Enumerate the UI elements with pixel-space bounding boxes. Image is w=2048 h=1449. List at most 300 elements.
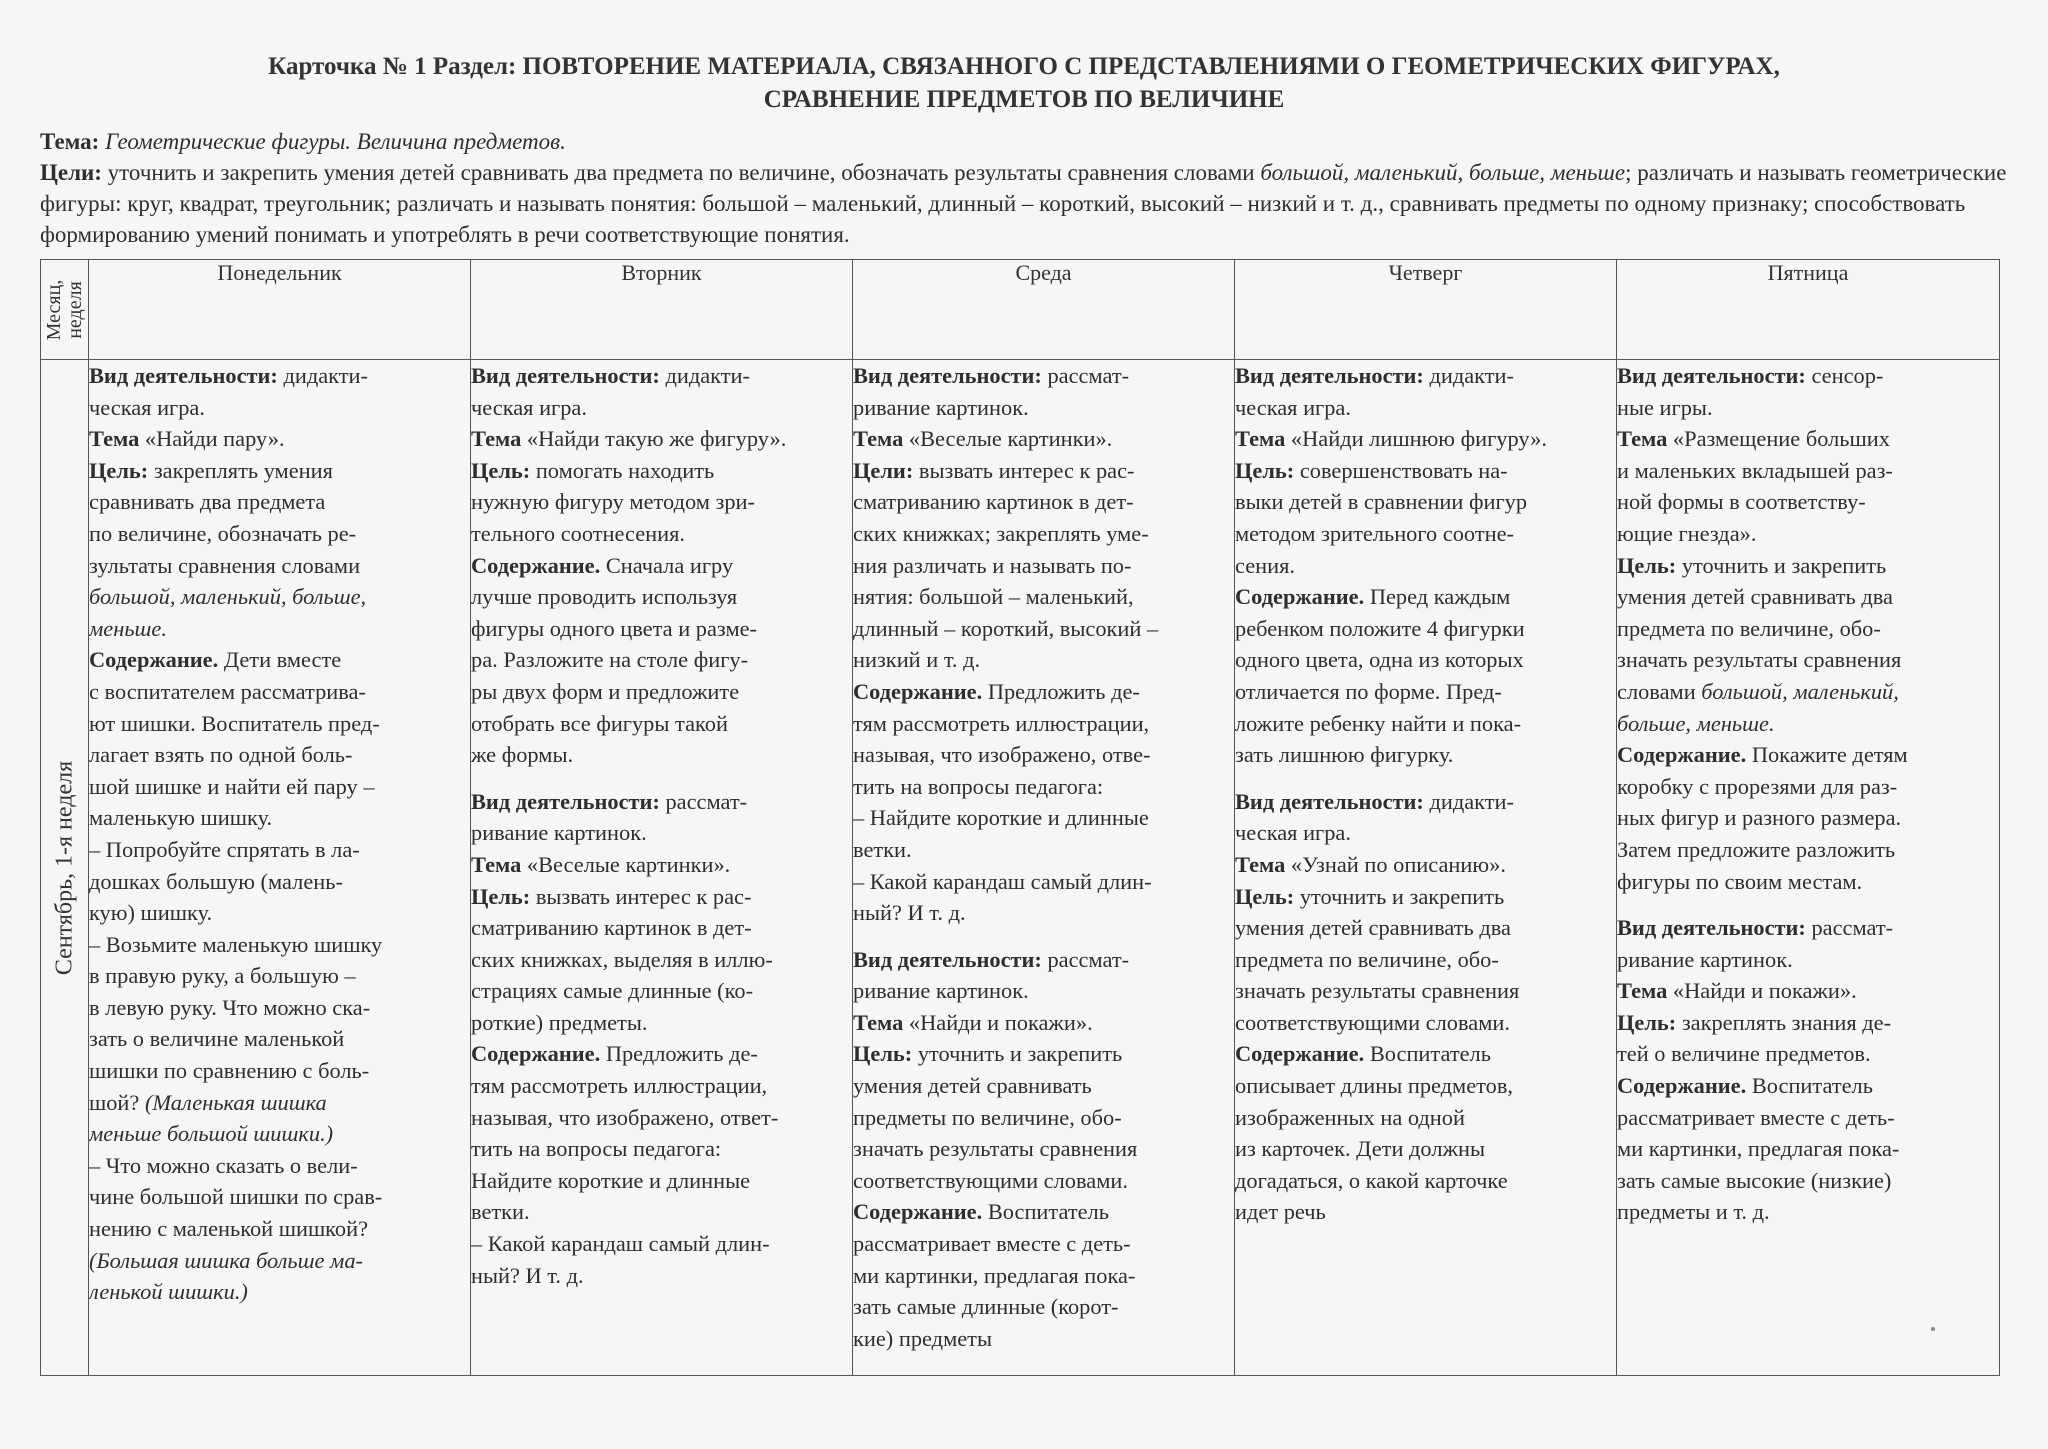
cell-monday xyxy=(89,360,471,1376)
body-text: соответствующими словами. xyxy=(1235,1009,1510,1035)
body-text: сматриванию картинок в дет- xyxy=(471,915,752,941)
body-text: значать результаты сравнения xyxy=(1235,978,1520,1004)
table-header-row xyxy=(41,260,2000,360)
text-line xyxy=(89,1181,470,1213)
text-line xyxy=(1235,944,1616,976)
field-label: Содержание. xyxy=(853,1199,983,1225)
text-line xyxy=(471,1165,852,1197)
body-text: тям рассмотреть иллюстрации, xyxy=(471,1073,768,1099)
activity-block xyxy=(471,360,852,771)
italic-text: большой, маленький, xyxy=(1701,678,1899,704)
text-line xyxy=(471,1133,852,1165)
body-text: «Веселые картинки». xyxy=(521,851,731,877)
body-text: ный? И т. д. xyxy=(471,1262,584,1288)
body-text: – Какой карандаш самый длин- xyxy=(853,868,1152,894)
field-label: Содержание. xyxy=(1617,1073,1747,1099)
text-line xyxy=(89,644,470,676)
italic-text: ленькой шишки.) xyxy=(89,1279,248,1305)
text-line xyxy=(853,581,1234,613)
body-text: Сначала игру xyxy=(600,552,734,578)
body-text: уточнить и закрепить xyxy=(912,1041,1123,1067)
text-line xyxy=(471,739,852,771)
text-line xyxy=(471,455,852,487)
body-text: зать лишнюю фигурку. xyxy=(1235,742,1454,768)
text-line xyxy=(471,1260,852,1292)
body-text: чине большой шишки по срав- xyxy=(89,1184,383,1210)
text-line xyxy=(1617,1165,1999,1197)
text-line xyxy=(1235,360,1616,392)
body-text: в левую руку. Что можно ска- xyxy=(89,994,371,1020)
body-text: предмета по величине, обо- xyxy=(1617,615,1881,641)
text-line xyxy=(471,817,852,849)
body-text: тить на вопросы педагога: xyxy=(471,1136,722,1162)
text-line xyxy=(1235,786,1616,818)
body-text: нению с маленькой шишкой? xyxy=(89,1216,369,1242)
day-header-thursday: Четверг xyxy=(1235,260,1617,360)
body-text: сматриванию картинок в дет- xyxy=(853,489,1134,515)
body-text: дошках большую (малень- xyxy=(89,868,343,894)
intro-section xyxy=(40,126,2008,250)
italic-text: большой, маленький, больше, xyxy=(89,584,367,610)
text-line xyxy=(471,708,852,740)
text-line xyxy=(1617,486,1999,518)
body-text: Затем предложите разложить xyxy=(1617,836,1896,862)
text-line xyxy=(853,1291,1234,1323)
body-text: ры двух форм и предложите xyxy=(471,678,740,704)
body-text: Покажите детям xyxy=(1746,742,1908,768)
body-text: закреплять знания де- xyxy=(1676,1009,1892,1035)
body-text: рассмат- xyxy=(1041,946,1130,972)
text-line xyxy=(471,581,852,613)
body-text: выки детей в сравнении фигур xyxy=(1235,489,1528,515)
body-text: «Узнай по описанию». xyxy=(1285,851,1506,877)
field-label: Цель: xyxy=(471,457,531,483)
title-line-2: СРАВНЕНИЕ ПРЕДМЕТОВ ПО ВЕЛИЧИНЕ xyxy=(763,86,1285,113)
activity-block xyxy=(1235,360,1616,771)
body-text: длинный – короткий, высокий – xyxy=(853,615,1159,641)
document-title xyxy=(40,50,2008,116)
text-line xyxy=(1617,1038,1999,1070)
text-line xyxy=(89,360,470,392)
body-text: помогать находить xyxy=(530,457,715,483)
field-label: Тема xyxy=(89,426,140,452)
text-line xyxy=(853,1133,1234,1165)
body-text: шишки по сравнению с боль- xyxy=(89,1058,370,1084)
italic-text: (Большая шишка больше ма- xyxy=(89,1247,364,1273)
field-label: Цель: xyxy=(1617,552,1677,578)
body-text: «Найди такую же фигуру». xyxy=(521,426,787,452)
body-text: уточнить и закрепить xyxy=(1676,552,1887,578)
body-text: – Какой карандаш самый длин- xyxy=(471,1231,770,1257)
field-label: Цель: xyxy=(853,1041,913,1067)
text-line xyxy=(471,1228,852,1260)
body-text: рассмат- xyxy=(1041,363,1130,388)
body-text: ческая игра. xyxy=(471,394,587,420)
body-text: сенсор- xyxy=(1805,363,1884,388)
activity-block xyxy=(89,360,470,1308)
text-line xyxy=(853,392,1234,424)
text-line xyxy=(853,1102,1234,1134)
field-label: Цель: xyxy=(1235,457,1295,483)
text-line xyxy=(471,975,852,1007)
title-line-1: Карточка № 1 Раздел: ПОВТОРЕНИЕ МАТЕРИАЛА, СВЯЗАННОГО С ПРЕДСТАВЛЕНИЯМИ О ГЕОМЕТРИЧЕСКИХ ФИГУРАХ, xyxy=(268,53,1780,80)
body-text: ривание картинок. xyxy=(853,978,1029,1004)
field-label: Тема xyxy=(853,1009,904,1035)
field-label: Тема xyxy=(1235,426,1286,452)
body-text: ческая игра. xyxy=(89,394,205,420)
day-header-wednesday: Среда xyxy=(853,260,1235,360)
italic-text: (Маленькая шишка xyxy=(144,1089,327,1115)
field-label: Содержание. xyxy=(471,1041,601,1067)
text-line xyxy=(89,1213,470,1245)
text-line xyxy=(1235,1165,1616,1197)
text-line xyxy=(853,1323,1234,1355)
body-text: вызвать интерес к рас- xyxy=(913,457,1135,483)
week-label: Сентябрь, 1-я неделя xyxy=(51,760,77,975)
body-text: маленькую шишку. xyxy=(89,805,273,831)
body-text: нятия: большой – маленький, xyxy=(853,584,1134,610)
body-text: – Попробуйте спрятать в ла- xyxy=(89,836,360,862)
text-line xyxy=(1617,1133,1999,1165)
text-line xyxy=(853,1260,1234,1292)
body-text: сения. xyxy=(1235,552,1296,578)
body-text: «Найди лишнюю фигуру». xyxy=(1285,426,1547,452)
day-header-monday: Понедельник xyxy=(89,260,471,360)
body-text: умения детей сравнивать xyxy=(853,1073,1092,1099)
text-line xyxy=(1235,644,1616,676)
body-text: Дети вместе xyxy=(218,647,342,673)
body-text: коробку с прорезями для раз- xyxy=(1617,773,1898,799)
text-line xyxy=(853,518,1234,550)
text-line xyxy=(1235,676,1616,708)
body-text: умения детей сравнивать два xyxy=(1235,915,1511,941)
text-line xyxy=(853,360,1234,392)
text-line xyxy=(853,1007,1234,1039)
body-text: рассматривает вместе с деть- xyxy=(853,1231,1131,1257)
body-text: закреплять умения xyxy=(148,457,333,483)
body-text: – Найдите короткие и длинные xyxy=(853,805,1149,831)
body-text: умения детей сравнивать два xyxy=(1617,584,1893,610)
body-text: фигуры одного цвета и разме- xyxy=(471,615,758,641)
field-label: Вид деятельности: xyxy=(1235,788,1424,814)
body-text: ребенком положите 4 фигурки xyxy=(1235,615,1525,641)
goals-text-1: уточнить и закрепить умения детей сравнивать два предмета по величине, обозначать результаты сравнения словами xyxy=(107,160,1255,185)
body-text: лучше проводить используя xyxy=(471,584,738,610)
text-line xyxy=(89,550,470,582)
text-line xyxy=(471,423,852,455)
text-line xyxy=(1617,550,1999,582)
text-line xyxy=(1235,912,1616,944)
body-text: описывает длины предметов, xyxy=(1235,1073,1514,1099)
body-text: дидакти- xyxy=(1423,788,1514,814)
body-text: кие) предметы xyxy=(853,1325,993,1351)
month-week-header-line-2: неделя xyxy=(63,280,86,339)
text-line xyxy=(471,360,852,392)
field-label: Содержание. xyxy=(89,647,219,673)
text-line xyxy=(853,486,1234,518)
text-line xyxy=(1617,708,1999,740)
field-label: Вид деятельности: xyxy=(853,363,1042,388)
body-text: зать самые длинные (корот- xyxy=(853,1294,1119,1320)
field-label: Содержание. xyxy=(1617,742,1747,768)
text-line xyxy=(1235,1007,1616,1039)
text-line xyxy=(1617,975,1999,1007)
text-line xyxy=(1617,944,1999,976)
text-line xyxy=(89,771,470,803)
text-line xyxy=(471,786,852,818)
text-line xyxy=(1235,518,1616,550)
text-line xyxy=(89,1276,470,1308)
text-line xyxy=(853,1070,1234,1102)
field-label: Тема xyxy=(471,426,522,452)
body-text: предметы по величине, обо- xyxy=(853,1104,1122,1130)
text-line xyxy=(1235,1102,1616,1134)
goals-line xyxy=(40,157,2008,250)
body-text: ческая игра. xyxy=(1235,820,1351,846)
field-label: Содержание. xyxy=(1235,1041,1365,1067)
body-text: дидакти- xyxy=(277,363,368,388)
body-text: и маленьких вкладышей раз- xyxy=(1617,457,1893,483)
body-text: рассматривает вместе с деть- xyxy=(1617,1104,1895,1130)
text-line xyxy=(1235,739,1616,771)
text-line xyxy=(89,834,470,866)
cell-friday xyxy=(1617,360,2000,1376)
field-label: Вид деятельности: xyxy=(471,363,660,388)
text-line xyxy=(1235,1038,1616,1070)
text-line xyxy=(89,929,470,961)
body-text: из карточек. Дети должны xyxy=(1235,1136,1485,1162)
text-line xyxy=(1617,518,1999,550)
activity-block xyxy=(1235,786,1616,1228)
text-line xyxy=(471,518,852,550)
body-text: предметы и т. д. xyxy=(1617,1199,1770,1225)
body-text: Найдите короткие и длинные xyxy=(471,1167,751,1193)
text-line xyxy=(471,849,852,881)
body-text: Воспитатель xyxy=(1364,1041,1491,1067)
body-text: уточнить и закрепить xyxy=(1294,883,1505,909)
text-line xyxy=(89,1055,470,1087)
field-label: Вид деятельности: xyxy=(89,363,278,388)
text-line xyxy=(1235,486,1616,518)
day-header-tuesday: Вторник xyxy=(471,260,853,360)
body-text: зультаты сравнения словами xyxy=(89,552,361,578)
text-line xyxy=(89,960,470,992)
field-label: Цель: xyxy=(89,457,149,483)
activity-block xyxy=(853,944,1234,1355)
body-text: зать о величине маленькой xyxy=(89,1026,345,1052)
body-text: ских книжках, выделяя в иллю- xyxy=(471,946,773,972)
body-text: «Размещение больших xyxy=(1667,426,1890,452)
body-text: ный? И т. д. xyxy=(853,900,966,926)
activity-block xyxy=(1617,912,1999,1228)
text-line xyxy=(853,739,1234,771)
text-line xyxy=(89,581,470,613)
body-text: ми картинки, предлагая пока- xyxy=(853,1262,1136,1288)
text-line xyxy=(471,944,852,976)
field-label: Вид деятельности: xyxy=(1617,915,1806,941)
field-label: Тема xyxy=(1617,978,1668,1004)
body-text: тельного соотнесения. xyxy=(471,520,686,546)
body-text: страциях самые длинные (ко- xyxy=(471,978,754,1004)
body-text: ческая игра. xyxy=(1235,394,1351,420)
body-text: вызвать интерес к рас- xyxy=(530,883,752,909)
body-text: по величине, обозначать ре- xyxy=(89,520,357,546)
text-line xyxy=(471,613,852,645)
field-label: Вид деятельности: xyxy=(1235,363,1424,388)
text-line xyxy=(89,518,470,550)
body-text: рассмат- xyxy=(1805,915,1894,941)
body-text: догадаться, о какой карточке xyxy=(1235,1167,1508,1193)
body-text: отобрать все фигуры такой xyxy=(471,710,728,736)
body-text: отличается по форме. Пред- xyxy=(1235,678,1502,704)
text-line xyxy=(471,881,852,913)
text-line xyxy=(853,1038,1234,1070)
text-line xyxy=(471,392,852,424)
text-line xyxy=(1235,1070,1616,1102)
field-label: Вид деятельности: xyxy=(1617,363,1806,388)
field-label: Цель: xyxy=(471,883,531,909)
body-text: Воспитатель xyxy=(1746,1073,1873,1099)
body-text: рассмат- xyxy=(659,788,748,814)
text-line xyxy=(1235,849,1616,881)
text-line xyxy=(89,708,470,740)
text-line xyxy=(1617,644,1999,676)
body-text: ривание картинок. xyxy=(1617,946,1793,972)
body-text: дидакти- xyxy=(659,363,750,388)
text-line xyxy=(471,550,852,582)
text-line xyxy=(471,644,852,676)
cell-thursday xyxy=(1235,360,1617,1376)
body-text: – Возьмите маленькую шишку xyxy=(89,931,383,957)
body-text: низкий и т. д. xyxy=(853,647,981,673)
body-text: сравнивать два предмета xyxy=(89,489,326,515)
italic-text: меньше большой шишки.) xyxy=(89,1121,334,1147)
theme-label: Тема: xyxy=(40,129,100,154)
field-label: Содержание. xyxy=(471,552,601,578)
cell-wednesday xyxy=(853,360,1235,1376)
body-text: тям рассмотреть иллюстрации, xyxy=(853,710,1150,736)
body-text: «Найди и покажи». xyxy=(903,1009,1093,1035)
italic-text: меньше. xyxy=(89,615,167,641)
text-line xyxy=(1235,455,1616,487)
body-text: ложите ребенку найти и пока- xyxy=(1235,710,1522,736)
text-line xyxy=(1617,613,1999,645)
text-line xyxy=(471,676,852,708)
body-text: ной формы в соответству- xyxy=(1617,489,1866,515)
text-line xyxy=(853,644,1234,676)
text-line xyxy=(1617,676,1999,708)
text-line xyxy=(1617,1070,1999,1102)
body-text: кую) шишку. xyxy=(89,900,213,926)
body-text: шой? xyxy=(89,1089,145,1115)
text-line xyxy=(471,486,852,518)
body-text: «Веселые картинки». xyxy=(903,426,1113,452)
goals-text-2: ; различать и называть геометрические фигуры: круг, квадрат, треугольник; различать и называть понятия: большой – маленький, длинный – короткий, высокий – низкий и т. д., сравнивать предметы по одному признаку; способствовать формированию умений понимать и употреблять в речи соответствующие понятия. xyxy=(40,160,2007,247)
text-line xyxy=(1617,866,1999,898)
body-text: ских книжках; закреплять уме- xyxy=(853,520,1149,546)
text-line xyxy=(1235,392,1616,424)
body-text: Предложить де- xyxy=(982,678,1140,704)
field-label: Цель: xyxy=(1235,883,1295,909)
body-text: называя, что изображено, ответ- xyxy=(471,1104,779,1130)
text-line xyxy=(1617,423,1999,455)
text-line xyxy=(89,392,470,424)
body-text: методом зрительного соотне- xyxy=(1235,520,1514,546)
body-text: ветки. xyxy=(471,1199,530,1225)
italic-text: больше, меньше. xyxy=(1617,710,1775,736)
body-text: ра. Разложите на столе фигу- xyxy=(471,647,749,673)
body-text: тей о величине предметов. xyxy=(1617,1041,1871,1067)
text-line xyxy=(1235,975,1616,1007)
month-week-header xyxy=(41,260,89,360)
body-text: значать результаты сравнения xyxy=(853,1136,1138,1162)
field-label: Содержание. xyxy=(853,678,983,704)
body-text: предмета по величине, обо- xyxy=(1235,946,1499,972)
body-text: «Найди пару». xyxy=(139,426,285,452)
day-header-friday: Пятница xyxy=(1617,260,2000,360)
text-line xyxy=(1617,739,1999,771)
text-line xyxy=(89,1150,470,1182)
text-line xyxy=(89,897,470,929)
body-text: зать самые высокие (низкие) xyxy=(1617,1167,1892,1193)
field-label: Тема xyxy=(1235,851,1286,877)
body-text: Перед каждым xyxy=(1364,584,1511,610)
text-line xyxy=(89,866,470,898)
text-line xyxy=(853,897,1234,929)
body-text: тить на вопросы педагога: xyxy=(853,773,1104,799)
text-line xyxy=(1235,581,1616,613)
body-text: ривание картинок. xyxy=(853,394,1029,420)
text-line xyxy=(1235,881,1616,913)
text-line xyxy=(853,423,1234,455)
text-line xyxy=(471,1196,852,1228)
text-line xyxy=(1235,550,1616,582)
text-line xyxy=(89,613,470,645)
body-text: изображенных на одной xyxy=(1235,1104,1465,1130)
activity-block xyxy=(471,786,852,1292)
text-line xyxy=(853,771,1234,803)
text-line xyxy=(853,550,1234,582)
body-text: Воспитатель xyxy=(982,1199,1109,1225)
text-line xyxy=(1617,581,1999,613)
text-line xyxy=(89,739,470,771)
body-text: ривание картинок. xyxy=(471,820,647,846)
body-text: ные игры. xyxy=(1617,394,1713,420)
field-label: Тема xyxy=(1617,426,1668,452)
field-label: Тема xyxy=(471,851,522,877)
text-line xyxy=(1617,1007,1999,1039)
body-text: ют шишки. Воспитатель пред- xyxy=(89,710,380,736)
text-line xyxy=(89,1118,470,1150)
text-line xyxy=(1235,613,1616,645)
month-week-header-line-1: Месяц, xyxy=(42,279,65,340)
text-line xyxy=(1235,1133,1616,1165)
text-line xyxy=(853,676,1234,708)
text-line xyxy=(853,944,1234,976)
text-line xyxy=(853,708,1234,740)
text-line xyxy=(89,423,470,455)
theme-text: Геометрические фигуры. Величина предметов. xyxy=(105,129,566,154)
text-line xyxy=(1235,423,1616,455)
week-cell xyxy=(41,360,89,1376)
cell-tuesday xyxy=(471,360,853,1376)
text-line xyxy=(89,992,470,1024)
field-label: Тема xyxy=(853,426,904,452)
text-line xyxy=(1617,455,1999,487)
field-label: Содержание. xyxy=(1235,584,1365,610)
text-line xyxy=(853,975,1234,1007)
body-text: ющие гнезда». xyxy=(1617,520,1757,546)
